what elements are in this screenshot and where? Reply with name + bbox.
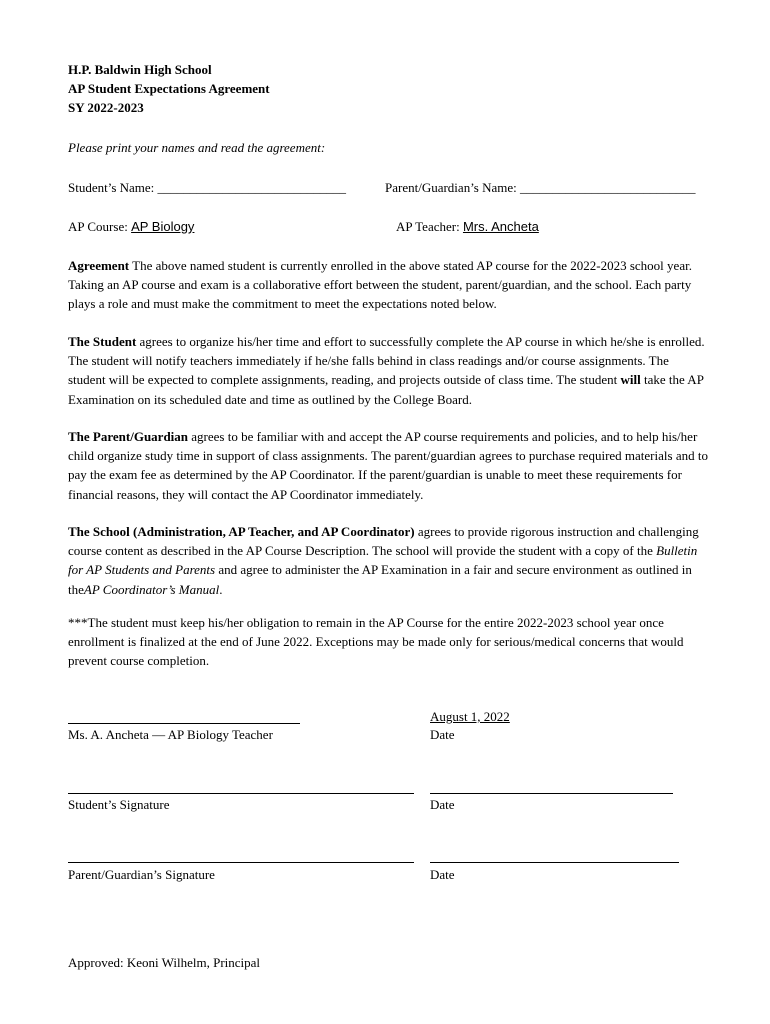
agreement-text: The above named student is currently enrolled in the above stated AP course for the 2022-2023 school year. Taking an AP course and exam is a collaborative effort between the student, parent/guardian, and the school. Each party plays a role and must make the commitment to meet the expectations noted below. <box>68 258 692 312</box>
obligation-note: ***The student must keep his/her obligation to remain in the AP Course for the entire 2022-2023 school year once enrollment is finalized at the end of June 2022. Exceptions may be made only for serious/medical concerns that would prevent course completion. <box>68 615 684 669</box>
school-section-text-3: . <box>219 581 223 597</box>
parent-date-label: Date <box>430 867 455 882</box>
school-name: H.P. Baldwin High School <box>68 62 212 77</box>
ap-course-value[interactable]: AP Biology <box>131 219 195 234</box>
ap-course-row <box>68 219 194 235</box>
ap-teacher-value[interactable]: Mrs. Ancheta <box>462 219 539 234</box>
student-date-label: Date <box>430 797 455 812</box>
parent-signature-line[interactable] <box>68 862 414 863</box>
agreement-heading: Agreement <box>68 258 130 273</box>
student-signature-line[interactable] <box>68 793 414 794</box>
parent-section-heading: The Parent/Guardian <box>68 429 189 444</box>
parent-signature-label: Parent/Guardian’s Signature <box>68 867 215 882</box>
document-title: AP Student Expectations Agreement <box>68 81 270 96</box>
teacher-date-label: Date <box>430 727 455 742</box>
parent-section-paragraph <box>68 427 708 504</box>
parent-section-text: agrees to be familiar with and accept the AP course requirements and policies, and to help his/her child organize study time in support of class assignments. The parent/guardian agrees to purchase required materials and to pay the exam fee as determined by the AP Coordinator. If the parent/guardian is unable to meet these requirements for financial reasons, they will contact the AP Coordinator immediately. <box>68 429 708 502</box>
school-section-text: agrees to provide rigorous instruction and challenging course content as described in the AP Course Description. The school will provide the student with a copy of the <box>68 524 699 559</box>
student-name-field[interactable]: Student’s Name: _____________________________ <box>68 180 347 195</box>
school-section-heading: The School (Administration, AP Teacher, and AP Coordinator) <box>68 524 415 539</box>
bulletin-title: Bulletin for AP Students and Parents <box>68 543 698 578</box>
student-section-heading: The Student <box>68 334 137 349</box>
parent-name-field[interactable]: Parent/Guardian’s Name: ___________________________ <box>385 180 696 195</box>
school-section-paragraph <box>68 522 708 599</box>
teacher-name: Ms. A. Ancheta — AP Biology Teacher <box>68 727 273 742</box>
student-signature-label: Student’s Signature <box>68 797 170 812</box>
instruction-text: Please print your names and read the agreement: <box>68 140 326 155</box>
ap-teacher-row <box>396 219 539 235</box>
school-section-text-2: and agree to administer the AP Examination in a fair and secure environment as outlined in the <box>68 562 692 597</box>
school-year: SY 2022-2023 <box>68 100 144 115</box>
approved-by: Approved: Keoni Wilhelm, Principal <box>68 955 261 970</box>
student-section-text: agrees to organize his/her time and effort to successfully complete the AP course in which he/she is enrolled. The student will notify teachers immediately if he/she falls behind in class readings and/or course assignments. The student will be expected to complete assignments, reading, and projects outside of class time. The student <box>68 334 705 388</box>
student-section-paragraph <box>68 332 708 409</box>
agreement-paragraph <box>68 256 708 314</box>
ap-course-label: AP Course: <box>68 219 128 234</box>
coordinator-manual-title: AP Coordinator’s Manual <box>83 581 220 597</box>
student-section-text-end: take the AP Examination on its scheduled date and time as outlined by the College Board. <box>68 372 704 407</box>
student-section-emphasis: will <box>620 372 641 388</box>
parent-date-line[interactable] <box>430 862 679 863</box>
ap-teacher-label: AP Teacher: <box>396 219 460 234</box>
student-date-line[interactable] <box>430 793 673 794</box>
teacher-date-value: August 1, 2022 <box>430 709 510 724</box>
teacher-signature-line <box>68 723 300 724</box>
